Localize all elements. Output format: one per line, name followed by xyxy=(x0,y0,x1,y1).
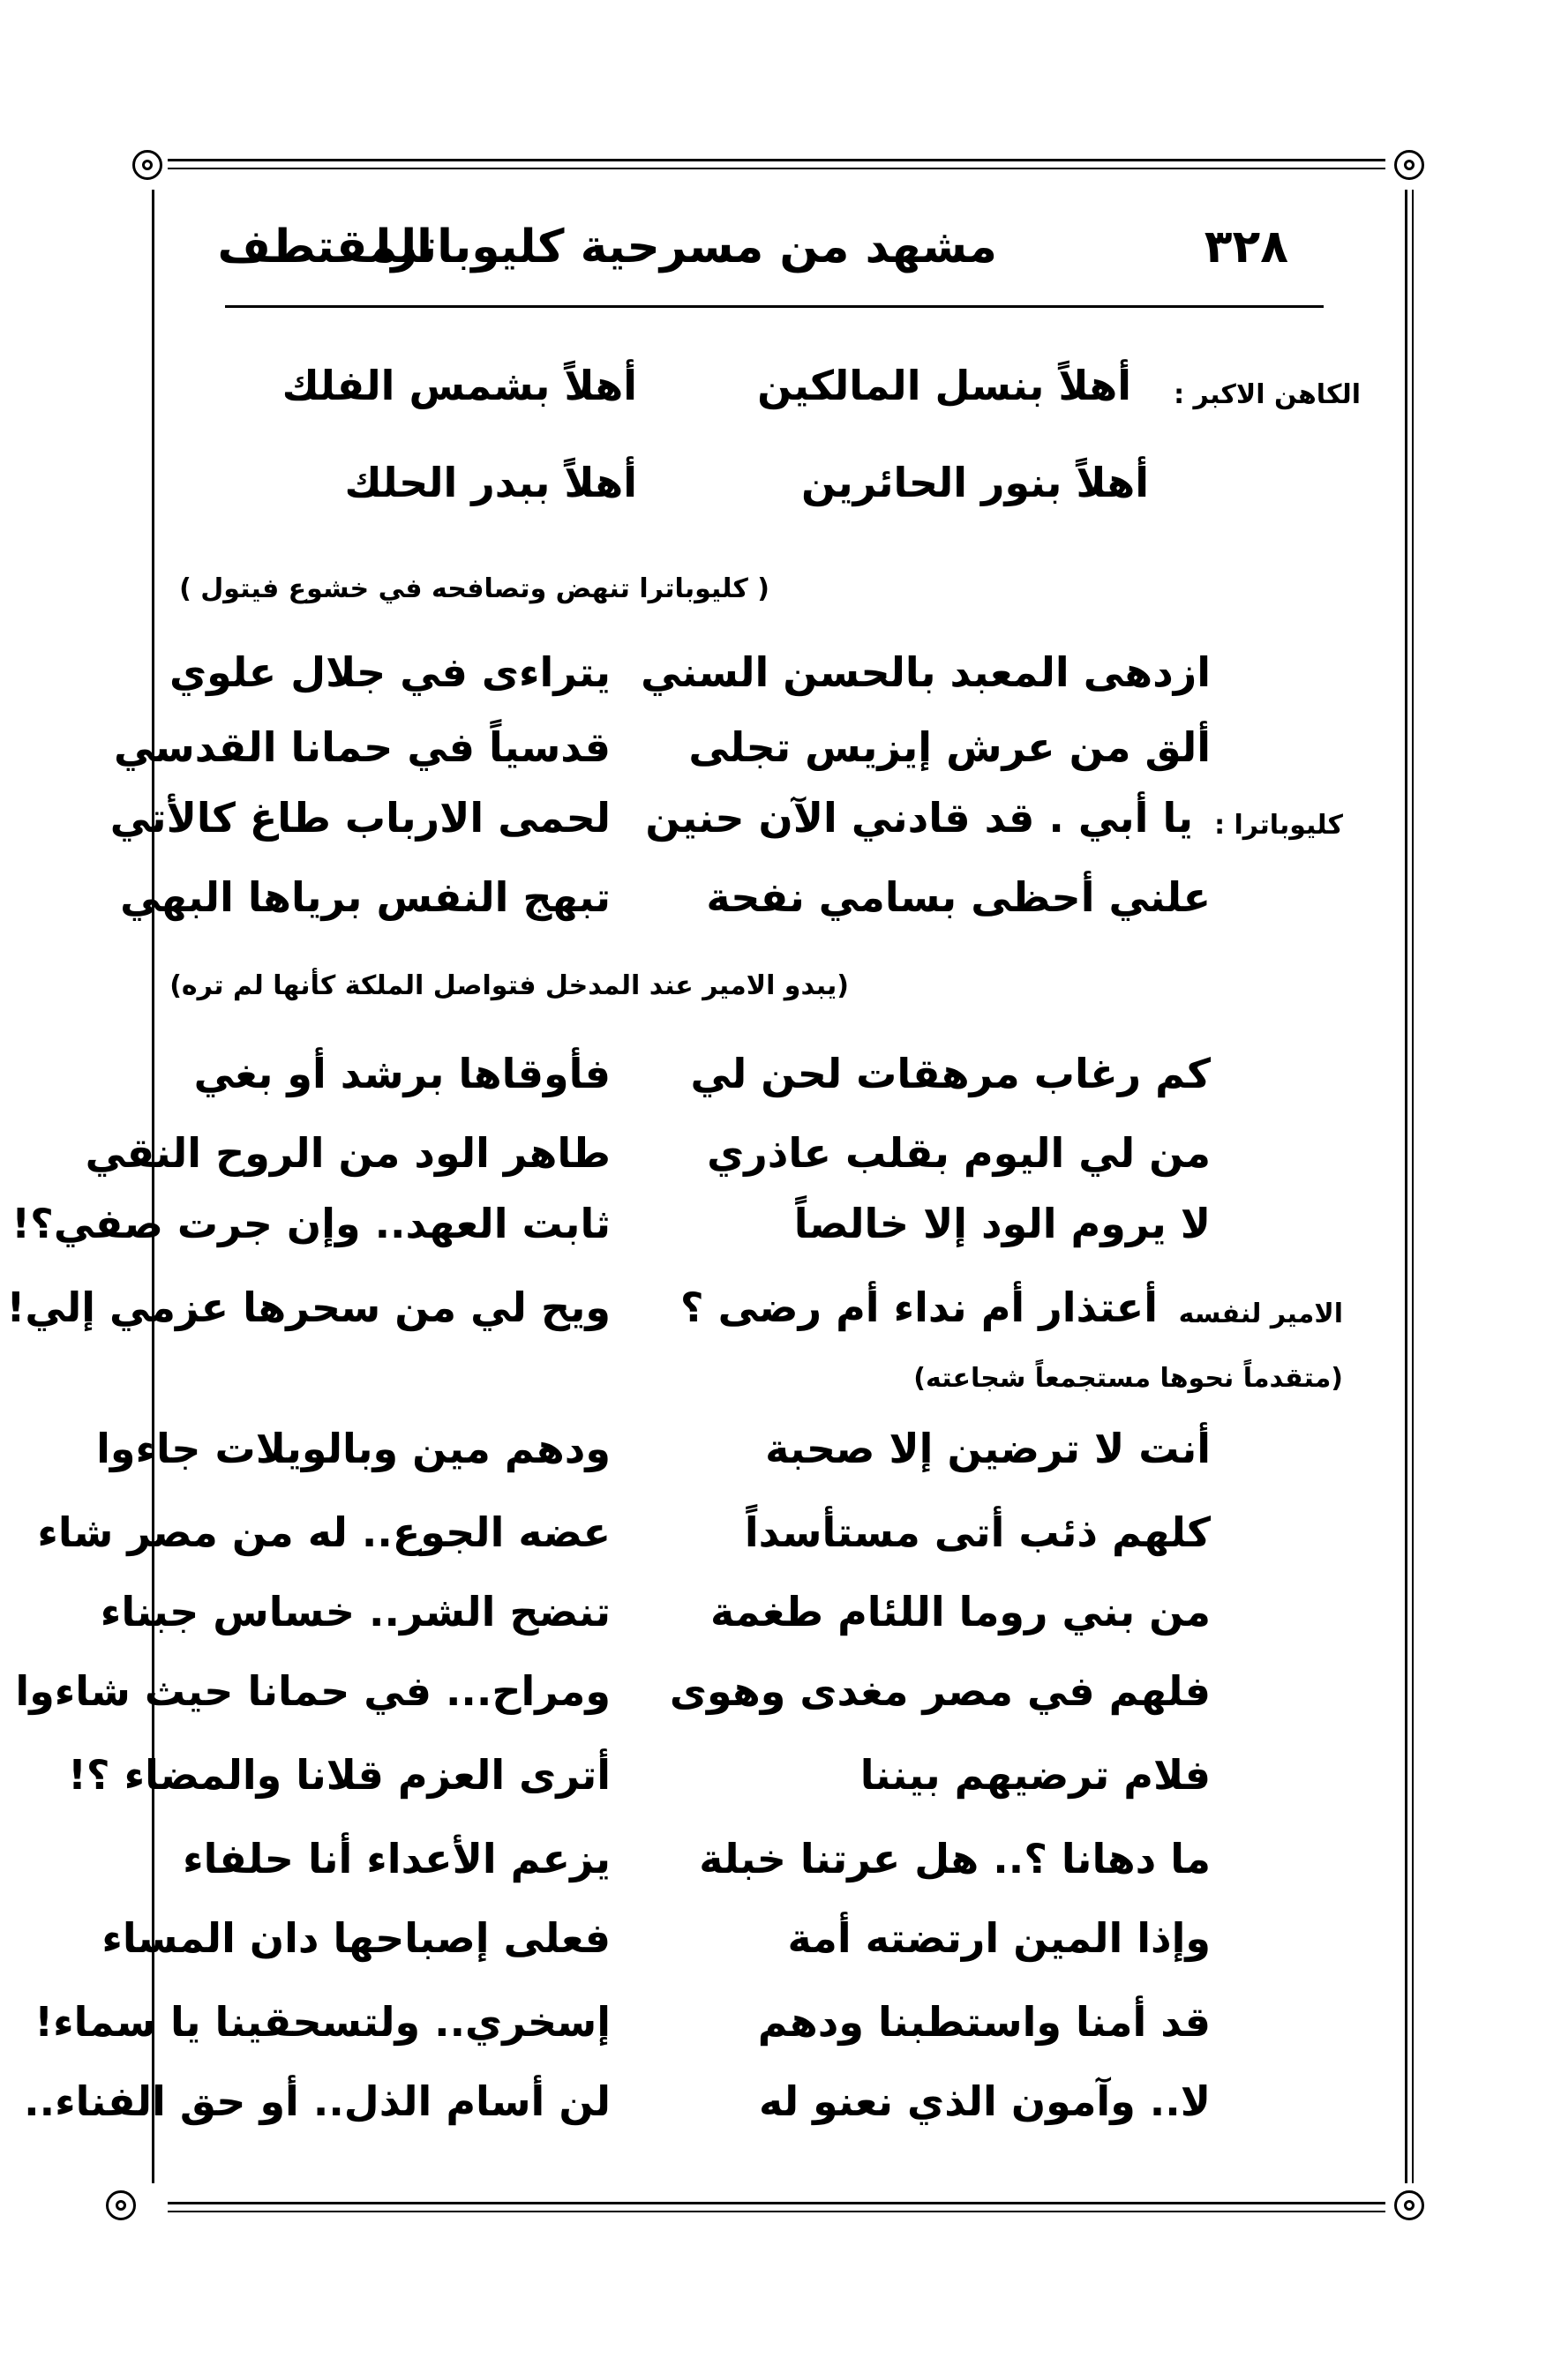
page-number: ٣٢٨ xyxy=(1204,221,1288,273)
frame-right-rule xyxy=(1405,190,1407,2183)
hemistich-first: قد أمنا واستطبنا ودهم xyxy=(757,1998,1211,2046)
speaker-label: الكاهن الاكبر : xyxy=(1174,379,1361,410)
hemistich-first: من بني روما اللئام طغمة xyxy=(710,1588,1211,1635)
hemistich-second: يتراءى في جلال علوي xyxy=(169,648,611,696)
corner-ornament-icon xyxy=(1394,150,1424,180)
hemistich-second: عضه الجوع.. له من مصر شاء xyxy=(37,1508,611,1556)
hemistich-second: لحمى الارباب طاغ كالأتي xyxy=(109,794,611,842)
hemistich-first: ألق من عرش إيزيس تجلى xyxy=(688,723,1211,771)
hemistich-second: فعلى إصباحها دان المساء xyxy=(101,1914,611,1962)
hemistich-first: فلام ترضيهم بيننا xyxy=(859,1751,1211,1799)
running-title: مشهد من مسرحية كليوباترا xyxy=(375,221,997,273)
hemistich-first: من لي اليوم بقلب عاذري xyxy=(707,1129,1211,1177)
hemistich-second: ومراح... في حمانا حيث شاءوا xyxy=(15,1667,611,1715)
hemistich-second: أهلاً ببدر الحلك xyxy=(344,459,637,506)
frame-bottom-rule xyxy=(168,2202,1385,2204)
hemistich-second: أترى العزم قلانا والمضاء ؟! xyxy=(67,1751,611,1799)
hemistich-second: ويح لي من سحرها عزمي إلي! xyxy=(6,1284,611,1331)
hemistich-second: تنضح الشر.. خساس جبناء xyxy=(100,1588,611,1635)
stage-direction: (يبدو الامير عند المدخل فتواصل الملكة كأنها لم تره) xyxy=(169,970,849,1001)
hemistich-second: إسخري.. ولتسحقينا يا سماء! xyxy=(34,1998,611,2046)
hemistich-second: تبهج النفس برياها البهي xyxy=(120,873,611,921)
stage-direction: (متقدماً نحوها مستجمعاً شجاعته) xyxy=(913,1363,1343,1394)
hemistich-second: طاهر الود من الروح النقي xyxy=(85,1129,611,1177)
speaker-label: كليوباترا : xyxy=(1214,810,1343,841)
hemistich-second: ثابت العهد.. وإن جرت صفي؟! xyxy=(11,1200,611,1247)
hemistich-second: يزعم الأعداء أنا حلفاء xyxy=(183,1835,611,1882)
hemistich-first: أعتذار أم نداء أم رضى ؟ xyxy=(679,1284,1158,1331)
hemistich-first: فلهم في مصر مغدى وهوى xyxy=(669,1667,1211,1715)
hemistich-second: قدسياً في حمانا القدسي xyxy=(114,723,611,771)
hemistich-second: فأوقاها برشد أو بغي xyxy=(193,1050,611,1097)
hemistich-second: أهلاً بشمس الفلك xyxy=(281,362,637,409)
frame-left-rule xyxy=(152,190,154,2183)
frame-top-rule xyxy=(168,159,1385,161)
corner-ornament-icon xyxy=(106,2190,136,2220)
hemistich-first: كلهم ذئب أتى مستأسداً xyxy=(744,1508,1211,1556)
page-header xyxy=(217,221,1324,291)
frame-bottom-rule-inner xyxy=(168,2211,1385,2212)
hemistich-second: لن أسام الذل.. أو حق الفناء.. xyxy=(24,2077,611,2125)
hemistich-first: ازدهى المعبد بالحسن السني xyxy=(641,648,1211,696)
stage-direction: ( كليوباترا تنهض وتصافحه في خشوع فيتول ) xyxy=(179,573,769,604)
journal-name: المقتطف xyxy=(217,221,432,273)
hemistich-second: ودهم مين وبالويلات جاءوا xyxy=(96,1425,611,1472)
hemistich-first: أهلاً بنسل المالكين xyxy=(757,362,1131,409)
hemistich-first: أهلاً بنور الحائرين xyxy=(800,459,1149,506)
hemistich-first: أنت لا ترضين إلا صحبة xyxy=(765,1425,1211,1472)
frame-top-rule-inner xyxy=(168,168,1385,169)
speaker-label: الامير لنفسه xyxy=(1178,1299,1343,1329)
hemistich-first: يا أبي . قد قادني الآن حنين xyxy=(645,794,1193,842)
corner-ornament-icon xyxy=(1394,2190,1424,2220)
hemistich-first: لا.. وآمون الذي نعنو له xyxy=(759,2077,1211,2125)
hemistich-first: وإذا المين ارتضته أمة xyxy=(787,1914,1211,1962)
hemistich-first: لا يروم الود إلا خالصاً xyxy=(793,1200,1211,1247)
hemistich-first: ما دهانا ؟.. هل عرتنا خبلة xyxy=(699,1835,1211,1882)
corner-ornament-icon xyxy=(132,150,162,180)
hemistich-first: كم رغاب مرهقات لحن لي xyxy=(690,1050,1211,1097)
frame-right-rule-inner xyxy=(1412,190,1414,2183)
header-rule xyxy=(225,305,1324,308)
hemistich-first: علني أحظى بسامي نفحة xyxy=(706,873,1211,921)
